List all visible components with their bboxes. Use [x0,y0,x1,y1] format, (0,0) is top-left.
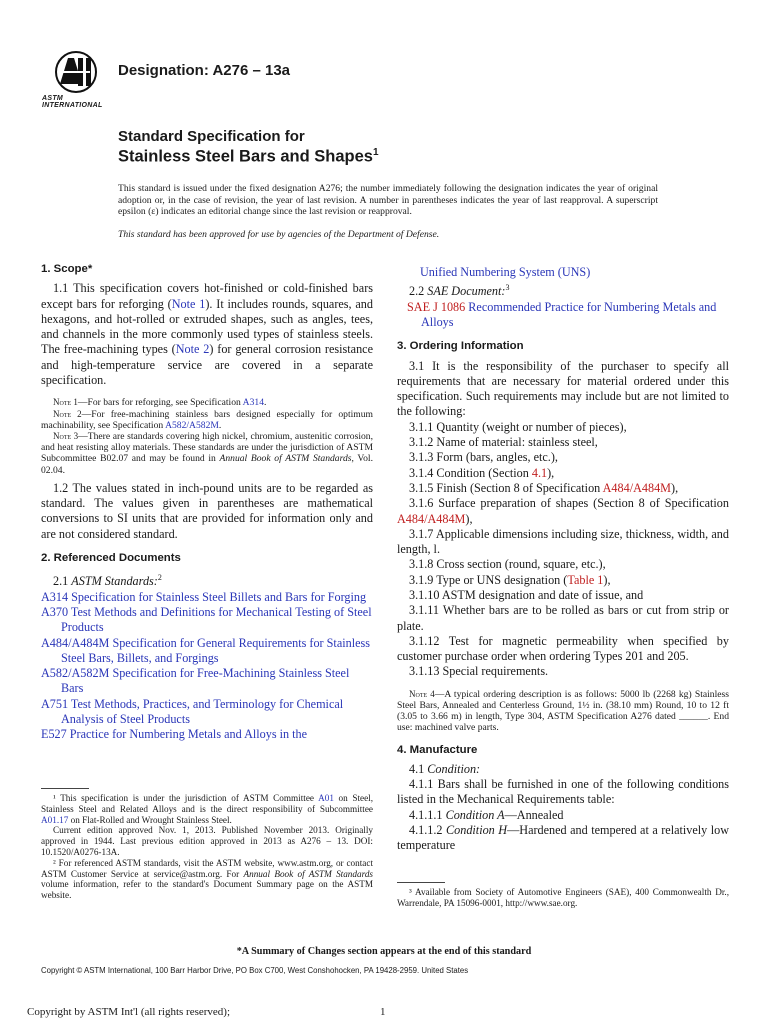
ref-code: E527 [41,727,67,742]
note-3 [41,431,373,476]
section-4-1-link[interactable]: 4.1 [531,465,548,480]
ordering-3-1-9 [397,573,729,588]
ordering-3-1-8: 3.1.8 Cross section (round, square, etc.), [409,557,606,572]
ref-title: Test Methods and Definitions for Mechanical Testing of Steel Products [61,604,372,635]
text: 4.1 [409,761,428,776]
a01-link[interactable]: A01 [318,793,334,803]
text: ¹ This specification is under the jurisdiction of ASTM Committee [53,793,319,803]
note-1-link[interactable]: Note 1 [171,296,206,311]
table-1-link[interactable]: Table 1 [567,572,604,587]
text: volume information, refer to the standard's Document Summary page on the ASTM website. [41,879,373,901]
a484-link[interactable]: A484/A484M [397,511,466,526]
text: ), [465,511,473,526]
text: —Annealed [504,807,564,822]
copyright-address: Copyright © ASTM International, 100 Barr Harbor Drive, PO Box C700, West Conshohocken, PA 19428-2959. United States [41,966,469,975]
text: 2.1 [53,574,72,589]
a582-link[interactable]: A582/A582M [165,419,219,431]
footnote-rule [397,882,445,883]
text: ), [547,465,555,480]
ordering-3-1-11: 3.1.11 Whether bars are to be rolled as bars or cut from strip or plate. [397,603,729,633]
ordering-3-1-4 [397,466,729,481]
text: 2.2 [409,284,428,299]
text: 4.1.1.1 [409,807,446,822]
ref-title: Practice for Numbering Metals and Alloys in the [69,727,308,742]
text: Annual Book of ASTM Standards [219,453,352,465]
note-label: Note 1 [53,397,78,408]
ordering-3-1-13: 3.1.13 Special requirements. [409,664,549,679]
a314-link[interactable]: A314 [242,397,264,409]
footnote-1 [41,793,373,825]
title-footnote-marker: 1 [372,147,379,158]
astm-logo [40,50,112,109]
ordering-3-1-7: 3.1.7 Applicable dimensions including size, thickness, width, and length, l. [397,526,729,557]
ordering-3-1: 3.1 It is the responsibility of the purchaser to specify all requirements that are necessary for material ordered under this specification. Such requirements may include but are not limited to the following: [397,358,729,419]
text: —For free-machining stainless bars designed especially for optimum machinability, see Specification [41,408,374,431]
text: , Vol. 02.04. [41,453,373,476]
designation: Designation: A276 – 13a [118,62,291,79]
ref-a582[interactable] [41,666,373,697]
manufacture-4-1-1-2 [397,823,729,854]
text: Condition A [445,807,505,822]
text: ASTM Standards: [71,574,158,589]
footnote-marker: 3 [505,283,510,293]
text: Condition H [446,823,508,838]
ref-code: A751 [41,696,69,711]
referenced-heading: 2. Referenced Documents [41,551,181,564]
text: —Hardened and tempered at a relatively low temperature [397,823,730,853]
title-text: Stainless Steel Bars and Shapes [118,147,373,166]
ref-code: SAE J 1086 [407,299,466,314]
ref-sae-j1086[interactable] [397,300,729,331]
text: ) for general corrosion resistance and high-temperature service are covered in a separate specification. [41,342,373,388]
ref-title: Specification for Free-Machining Stainless Steel Bars [61,666,350,696]
manufacture-heading: 4. Manufacture [397,743,478,756]
text: Condition: [427,761,481,776]
note-label: Note 4 [409,688,435,699]
text: SAE Document: [427,284,506,299]
ordering-3-1-5 [397,481,729,496]
text: 4.1.1.2 [409,823,447,838]
ordering-3-1-2: 3.1.2 Name of material: stainless steel, [409,435,598,450]
note-label: Note 3 [53,430,79,441]
text: on Flat-Rolled and Wrought Stainless Steel. [68,814,232,825]
text: —For bars for reforging, see Specification [77,397,243,409]
ordering-3-1-3: 3.1.3 Form (bars, angles, etc.), [409,450,558,465]
ref-title: Unified Numbering System (UNS) [420,265,591,279]
ref-a314[interactable] [41,590,373,605]
footnote-2 [41,858,373,901]
manufacture-4-1 [397,762,729,777]
manufacture-4-1-1-1 [397,808,729,823]
ref-code: A484/A484M [41,635,110,650]
text: ² For referenced ASTM standards, visit the ASTM website, www.astm.org, or contact ASTM Customer Service at service@astm.org. For [41,857,373,879]
text: 1.1 This specification covers hot-finished or cold-finished bars except bars for reforging ( [41,281,373,311]
text: 3.1.6 Surface preparation of shapes (Section 8 of Specification [409,496,729,511]
ref-title: Specification for General Requirements for Stainless Steel Bars, Billets, and Forgings [61,635,370,665]
sae-document-sub [397,280,729,299]
scope-1-2: 1.2 The values stated in inch-pound units are to be regarded as standard. The values given in parentheses are mathematical conversions to SI units that are provided for information only and are not considered standard. [41,480,373,541]
ref-a370[interactable] [41,605,373,636]
ref-code: A370 [41,604,69,619]
footnote-1-edition: Current edition approved Nov. 1, 2013. Published November 2013. Originally approved in 1944. Last previous edition approved in 2013 as A276 – 13. DOI: 10.1520/A0276-13A. [41,825,373,857]
a0117-link[interactable]: A01.17 [41,814,69,825]
ref-a484[interactable] [41,636,373,667]
ref-e527[interactable] [41,727,373,742]
ref-title: Recommended Practice for Numbering Metals and Alloys [421,299,717,329]
footnotes-left [41,793,373,901]
ref-code: A314 [41,589,69,604]
note-4 [397,689,729,734]
footnote-3: ³ Available from Society of Automotive Engineers (SAE), 400 Commonwealth Dr., Warrendale, PA 15096-0001, http://www.sae.org. [397,887,729,908]
ref-code: A582/A582M [41,666,110,681]
note-2-link[interactable]: Note 2 [175,342,210,357]
note-2 [41,409,373,431]
ref-a751[interactable] [41,697,373,728]
text: —There are standards covering high nickel, chromium, austenitic corrosion, and heat resisting alloy materials. These standards are under the jurisdiction of ASTM Subcommittee B02.07 and may be found in [41,430,373,465]
copyright-short: Copyright by ASTM Int'l (all rights reserved); [27,1006,231,1018]
title-line-1: Standard Specification for [118,128,305,145]
ref-e527-cont[interactable] [397,265,729,280]
text: 3.1.5 Finish (Section 8 of Specification [409,480,603,495]
note-1 [41,397,373,408]
text: on Steel, Stainless Steel and Related Alloys and is the direct responsibility of Subcommittee [41,793,373,814]
text: ), [671,480,679,495]
ref-title: Test Methods, Practices, and Terminology for Chemical Analysis of Steel Products [61,696,344,727]
summary-of-changes-notice: *A Summary of Changes section appears at the end of this standard [236,946,532,957]
title-line-2 [118,147,379,167]
text: . [264,397,267,409]
manufacture-4-1-1: 4.1.1 Bars shall be furnished in one of the following conditions listed in the Mechanical Requirements table: [397,777,729,807]
note-label: Note 2 [53,408,82,419]
text: 3.1.9 Type or UNS designation ( [409,572,568,587]
text: Annual Book of ASTM Standards [243,868,373,879]
ref-title: Specification for Stainless Steel Billets and Bars for Forging [71,589,367,604]
astm-standards-sub [41,570,373,589]
dod-approval: This standard has been approved for use by agencies of the Department of Defense. [118,229,440,240]
ordering-3-1-1: 3.1.1 Quantity (weight or number of pieces), [409,419,627,434]
text: ). It includes rounds, squares, and hexagons, and hot-rolled or extruded shapes, such as angles, tees, and channels in the more commonly used types of stainless steels. The free-machining types ( [41,296,373,357]
scope-heading: 1. Scope* [41,263,93,275]
text: 3.1.4 Condition (Section [409,465,532,480]
footnotes-right [397,887,729,909]
scope-1-1 [41,281,373,388]
ordering-3-1-6 [397,496,729,527]
text: ), [603,572,611,587]
logo-wordmark: ASTM INTERNATIONAL [42,95,103,109]
text: —A typical ordering description is as follows: 5000 lb (2268 kg) Stainless Steel Bars, Annealed and Centerless Ground, 1½ in. (38.10 mm) Round, 10 to 12 ft (3.05 to 3.66 m) in length, Type 304, ASTM Specification A276 dated ______. End use: machined valve parts. [397,688,729,734]
page-number: 1 [380,1006,386,1018]
ordering-heading: 3. Ordering Information [397,340,524,353]
left-column [41,262,373,743]
ordering-3-1-12: 3.1.12 Test for magnetic permeability when specified by customer purchase order when ordering Types 201 and 205. [397,633,729,664]
ordering-3-1-10: 3.1.10 ASTM designation and date of issue, and [409,588,644,602]
text: . [218,419,222,431]
footnote-marker: 2 [157,573,162,583]
right-column [397,265,729,854]
a484-link[interactable]: A484/A484M [602,480,672,495]
issue-statement: This standard is issued under the fixed designation A276; the number immediately following the designation indicates the year of original adoption or, in the case of revision, the year of last revision. A number in parentheses indicates the year of last reapproval. A superscript epsilon (ε) indicates an editorial change since the last revision or reapproval. [118,183,658,218]
footnote-rule [41,788,89,789]
